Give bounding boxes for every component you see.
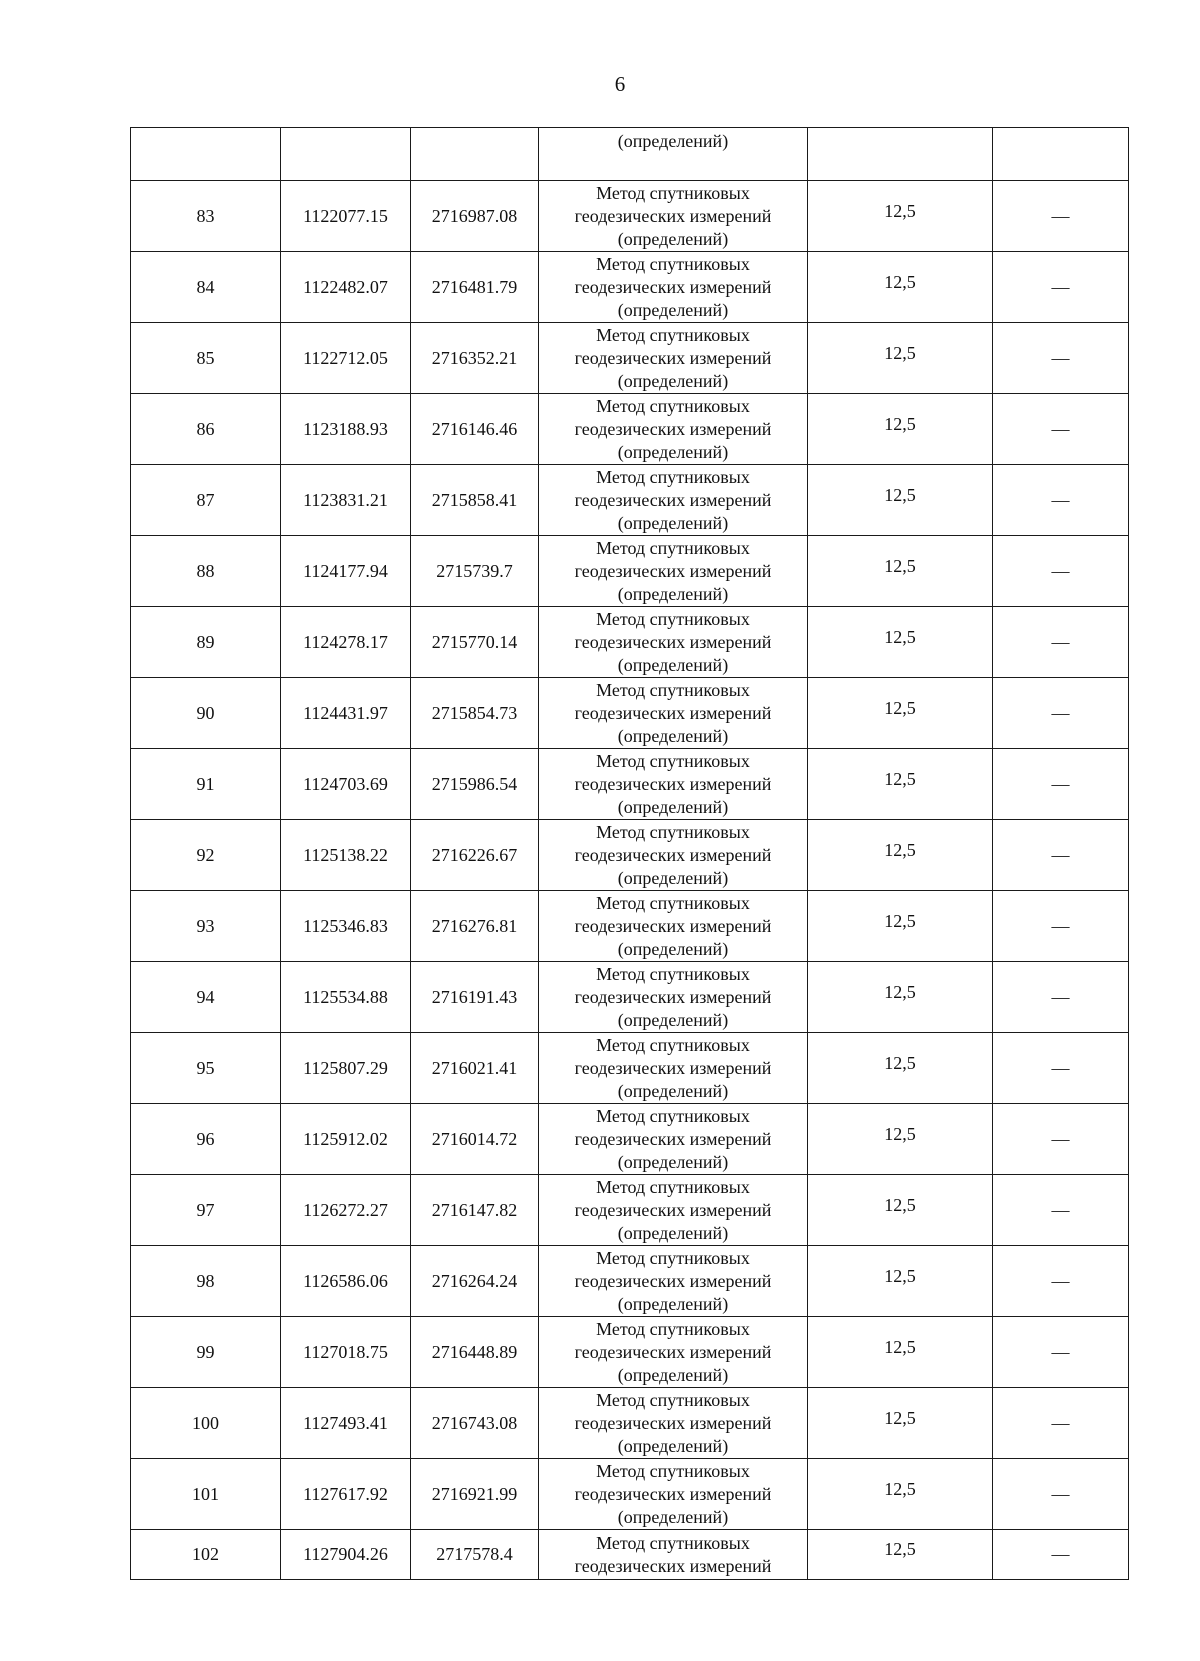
cell-method	[539, 962, 808, 1033]
method-text-line1: Метод спутниковых	[596, 253, 750, 274]
cell-x: 1125912.02	[281, 1104, 411, 1175]
method-text-line3: (определений)	[617, 1364, 729, 1385]
method-text-line1: Метод спутниковых	[596, 1318, 750, 1339]
method-text-line1: Метод спутниковых	[596, 466, 750, 487]
accuracy-value: 12,5	[884, 1123, 916, 1144]
table-row	[131, 181, 1129, 252]
method-text-line3: (определений)	[617, 1293, 729, 1314]
table-row	[131, 394, 1129, 465]
method-text-line1: Метод спутниковых	[596, 821, 750, 842]
cell-method	[539, 1459, 808, 1530]
accuracy-value: 12,5	[884, 1478, 916, 1499]
accuracy-value: 12,5	[884, 768, 916, 789]
cell-x: 1124703.69	[281, 749, 411, 820]
cell-accuracy	[808, 1530, 993, 1580]
cell-accuracy	[808, 820, 993, 891]
table-row	[131, 1459, 1129, 1530]
table-row	[131, 749, 1129, 820]
accuracy-value: 12,5	[884, 981, 916, 1002]
cell-y: 2716014.72	[411, 1104, 539, 1175]
cell-x: 1127904.26	[281, 1530, 411, 1580]
method-text-line2: геодезических измерений	[574, 1555, 772, 1576]
cell-y: 2716352.21	[411, 323, 539, 394]
cell-x: 1123188.93	[281, 394, 411, 465]
cell-accuracy	[808, 962, 993, 1033]
cell-point-number: 89	[131, 607, 281, 678]
cell-accuracy	[808, 323, 993, 394]
cell-point-number: 97	[131, 1175, 281, 1246]
cell-point-number	[131, 128, 281, 181]
cell-accuracy	[808, 1317, 993, 1388]
method-text-line2: геодезических измерений	[574, 986, 772, 1007]
method-text-line2: геодезических измерений	[574, 1270, 772, 1291]
table-row	[131, 891, 1129, 962]
cell-point-number: 90	[131, 678, 281, 749]
coordinates-table	[130, 127, 1129, 1580]
cell-point-number: 83	[131, 181, 281, 252]
cell-y: 2715858.41	[411, 465, 539, 536]
cell-note: —	[993, 465, 1129, 536]
cell-method	[539, 536, 808, 607]
method-text-line3: (определений)	[617, 1506, 729, 1527]
accuracy-value: 12,5	[884, 910, 916, 931]
method-text-line3: (определений)	[617, 228, 729, 249]
method-text-line2: геодезических измерений	[574, 1199, 772, 1220]
cell-y: 2716191.43	[411, 962, 539, 1033]
table-row	[131, 465, 1129, 536]
cell-point-number: 95	[131, 1033, 281, 1104]
method-text-line1: Метод спутниковых	[596, 324, 750, 345]
cell-y: 2715854.73	[411, 678, 539, 749]
table-body	[131, 128, 1129, 1580]
accuracy-value: 12,5	[884, 1194, 916, 1215]
method-text-line2: геодезических измерений	[574, 205, 772, 226]
table-row	[131, 323, 1129, 394]
accuracy-value: 12,5	[884, 626, 916, 647]
cell-note: —	[993, 1317, 1129, 1388]
method-text-line2: геодезических измерений	[574, 915, 772, 936]
accuracy-value: 12,5	[884, 1052, 916, 1073]
method-text-line1: Метод спутниковых	[596, 182, 750, 203]
method-text-line1: Метод спутниковых	[596, 1105, 750, 1126]
cell-method	[539, 607, 808, 678]
cell-method	[539, 1388, 808, 1459]
method-text-line2: геодезических измерений	[574, 773, 772, 794]
cell-y: 2716448.89	[411, 1317, 539, 1388]
table-row	[131, 1530, 1129, 1580]
cell-x: 1125534.88	[281, 962, 411, 1033]
table-row	[131, 962, 1129, 1033]
table-row	[131, 1104, 1129, 1175]
cell-method	[539, 1317, 808, 1388]
cell-accuracy	[808, 181, 993, 252]
cell-accuracy	[808, 1104, 993, 1175]
cell-y: 2716264.24	[411, 1246, 539, 1317]
cell-note: —	[993, 1530, 1129, 1580]
table-row	[131, 678, 1129, 749]
cell-x: 1127018.75	[281, 1317, 411, 1388]
cell-y: 2715770.14	[411, 607, 539, 678]
table-row	[131, 607, 1129, 678]
cell-point-number: 87	[131, 465, 281, 536]
cell-x: 1122482.07	[281, 252, 411, 323]
cell-point-number: 100	[131, 1388, 281, 1459]
cell-point-number: 84	[131, 252, 281, 323]
cell-method	[539, 891, 808, 962]
cell-y: 2717578.4	[411, 1530, 539, 1580]
method-text-line2: геодезических измерений	[574, 1341, 772, 1362]
cell-note: —	[993, 1388, 1129, 1459]
method-text-line2: геодезических измерений	[574, 489, 772, 510]
method-text-line1: Метод спутниковых	[596, 537, 750, 558]
cell-method	[539, 678, 808, 749]
cell-method	[539, 1033, 808, 1104]
cell-y: 2716921.99	[411, 1459, 539, 1530]
cell-y: 2715739.7	[411, 536, 539, 607]
cell-method: (определений)	[539, 128, 808, 181]
method-text-line1: Метод спутниковых	[596, 892, 750, 913]
method-text-line1: Метод спутниковых	[596, 750, 750, 771]
cell-x: 1126272.27	[281, 1175, 411, 1246]
cell-accuracy	[808, 1246, 993, 1317]
table-row	[131, 1246, 1129, 1317]
cell-note: —	[993, 1104, 1129, 1175]
cell-note: —	[993, 536, 1129, 607]
cell-point-number: 99	[131, 1317, 281, 1388]
method-text-line3: (определений)	[617, 725, 729, 746]
cell-accuracy	[808, 1459, 993, 1530]
method-text-line3: (определений)	[617, 512, 729, 533]
method-text-line2: геодезических измерений	[574, 844, 772, 865]
method-text-line3: (определений)	[617, 654, 729, 675]
method-text-line3: (определений)	[617, 1080, 729, 1101]
cell-note: —	[993, 1033, 1129, 1104]
table-row	[131, 1388, 1129, 1459]
cell-method	[539, 1104, 808, 1175]
cell-y: 2716481.79	[411, 252, 539, 323]
cell-note: —	[993, 394, 1129, 465]
accuracy-value: 12,5	[884, 271, 916, 292]
cell-method	[539, 323, 808, 394]
method-text-line3: (определений)	[617, 299, 729, 320]
cell-x: 1122077.15	[281, 181, 411, 252]
cell-accuracy	[808, 1388, 993, 1459]
cell-point-number: 93	[131, 891, 281, 962]
cell-y: 2716276.81	[411, 891, 539, 962]
cell-note: —	[993, 962, 1129, 1033]
method-text-line1: Метод спутниковых	[596, 1460, 750, 1481]
cell-x: 1125346.83	[281, 891, 411, 962]
cell-y: 2716146.46	[411, 394, 539, 465]
cell-x: 1126586.06	[281, 1246, 411, 1317]
cell-point-number: 102	[131, 1530, 281, 1580]
table-row	[131, 820, 1129, 891]
method-text-line3: (определений)	[617, 1222, 729, 1243]
method-text-line1: Метод спутниковых	[596, 395, 750, 416]
table-row	[131, 252, 1129, 323]
cell-x: 1124431.97	[281, 678, 411, 749]
method-text-line2: геодезических измерений	[574, 1057, 772, 1078]
cell-point-number: 98	[131, 1246, 281, 1317]
cell-note: —	[993, 820, 1129, 891]
cell-x: 1124278.17	[281, 607, 411, 678]
method-text-line1: Метод спутниковых	[596, 1176, 750, 1197]
cell-accuracy	[808, 536, 993, 607]
cell-method	[539, 1530, 808, 1580]
method-text-line3: (определений)	[617, 583, 729, 604]
method-text-line3: (определений)	[617, 1151, 729, 1172]
cell-accuracy	[808, 749, 993, 820]
accuracy-value: 12,5	[884, 1407, 916, 1428]
cell-y: 2716743.08	[411, 1388, 539, 1459]
method-text-line1: Метод спутниковых	[596, 1247, 750, 1268]
method-text-line3: (определений)	[617, 796, 729, 817]
cell-point-number: 96	[131, 1104, 281, 1175]
cell-x: 1125138.22	[281, 820, 411, 891]
cell-x: 1122712.05	[281, 323, 411, 394]
accuracy-value: 12,5	[884, 413, 916, 434]
cell-note: —	[993, 1246, 1129, 1317]
cell-accuracy	[808, 891, 993, 962]
method-text-line2: геодезических измерений	[574, 347, 772, 368]
accuracy-value: 12,5	[884, 697, 916, 718]
cell-note: —	[993, 678, 1129, 749]
cell-y	[411, 128, 539, 181]
method-text-line2: геодезических измерений	[574, 276, 772, 297]
method-text-line3: (определений)	[617, 1435, 729, 1456]
method-text-line3: (определений)	[617, 441, 729, 462]
cell-note: —	[993, 252, 1129, 323]
table-row	[131, 536, 1129, 607]
cell-note: —	[993, 891, 1129, 962]
cell-point-number: 88	[131, 536, 281, 607]
cell-accuracy	[808, 607, 993, 678]
cell-x: 1127493.41	[281, 1388, 411, 1459]
cell-accuracy	[808, 252, 993, 323]
cell-method	[539, 820, 808, 891]
cell-y: 2716021.41	[411, 1033, 539, 1104]
cell-x: 1123831.21	[281, 465, 411, 536]
cell-method	[539, 1175, 808, 1246]
cell-note: —	[993, 1175, 1129, 1246]
method-text-line2: геодезических измерений	[574, 631, 772, 652]
method-text-line1: Метод спутниковых	[596, 608, 750, 629]
method-text-line1: Метод спутниковых	[596, 1034, 750, 1055]
table-row	[131, 1033, 1129, 1104]
cell-y: 2716226.67	[411, 820, 539, 891]
cell-point-number: 91	[131, 749, 281, 820]
cell-note	[993, 128, 1129, 181]
method-text-line2: геодезических измерений	[574, 702, 772, 723]
method-text-line3: (определений)	[617, 1009, 729, 1030]
accuracy-value: 12,5	[884, 1265, 916, 1286]
accuracy-value: 12,5	[884, 484, 916, 505]
cell-note: —	[993, 607, 1129, 678]
cell-point-number: 92	[131, 820, 281, 891]
cell-accuracy	[808, 394, 993, 465]
accuracy-value: 12,5	[884, 1539, 916, 1559]
method-text-line1: Метод спутниковых	[596, 963, 750, 984]
cell-point-number: 85	[131, 323, 281, 394]
method-text-line2: геодезических измерений	[574, 560, 772, 581]
accuracy-value: 12,5	[884, 555, 916, 576]
cell-accuracy	[808, 1175, 993, 1246]
method-text-line2: геодезических измерений	[574, 1483, 772, 1504]
cell-note: —	[993, 749, 1129, 820]
cell-point-number: 94	[131, 962, 281, 1033]
cell-x	[281, 128, 411, 181]
method-text-line2: геодезических измерений	[574, 418, 772, 439]
cell-point-number: 86	[131, 394, 281, 465]
cell-note: —	[993, 1459, 1129, 1530]
table-row	[131, 1317, 1129, 1388]
cell-method	[539, 1246, 808, 1317]
cell-method	[539, 181, 808, 252]
method-text-line1: Метод спутниковых	[596, 679, 750, 700]
method-text-line2: геодезических измерений	[574, 1128, 772, 1149]
method-text-line3: (определений)	[617, 938, 729, 959]
cell-x: 1124177.94	[281, 536, 411, 607]
cell-accuracy	[808, 128, 993, 181]
method-text-line1: Метод спутниковых	[596, 1532, 750, 1553]
method-text-line1: Метод спутниковых	[596, 1389, 750, 1410]
cell-method	[539, 252, 808, 323]
accuracy-value: 12,5	[884, 839, 916, 860]
cell-point-number: 101	[131, 1459, 281, 1530]
method-text-line2: геодезических измерений	[574, 1412, 772, 1433]
cell-accuracy	[808, 1033, 993, 1104]
cell-y: 2716987.08	[411, 181, 539, 252]
cell-x: 1125807.29	[281, 1033, 411, 1104]
cell-method	[539, 394, 808, 465]
cell-x: 1127617.92	[281, 1459, 411, 1530]
cell-method	[539, 749, 808, 820]
cell-note: —	[993, 181, 1129, 252]
cell-method	[539, 465, 808, 536]
accuracy-value: 12,5	[884, 342, 916, 363]
cell-note: —	[993, 323, 1129, 394]
page-number: 6	[614, 72, 626, 96]
method-text-line3: (определений)	[617, 867, 729, 888]
table-row-continued	[131, 128, 1129, 181]
method-text-line3: (определений)	[617, 370, 729, 391]
cell-y: 2715986.54	[411, 749, 539, 820]
cell-accuracy	[808, 678, 993, 749]
table-row	[131, 1175, 1129, 1246]
cell-y: 2716147.82	[411, 1175, 539, 1246]
accuracy-value: 12,5	[884, 1336, 916, 1357]
accuracy-value: 12,5	[884, 200, 916, 221]
cell-accuracy	[808, 465, 993, 536]
